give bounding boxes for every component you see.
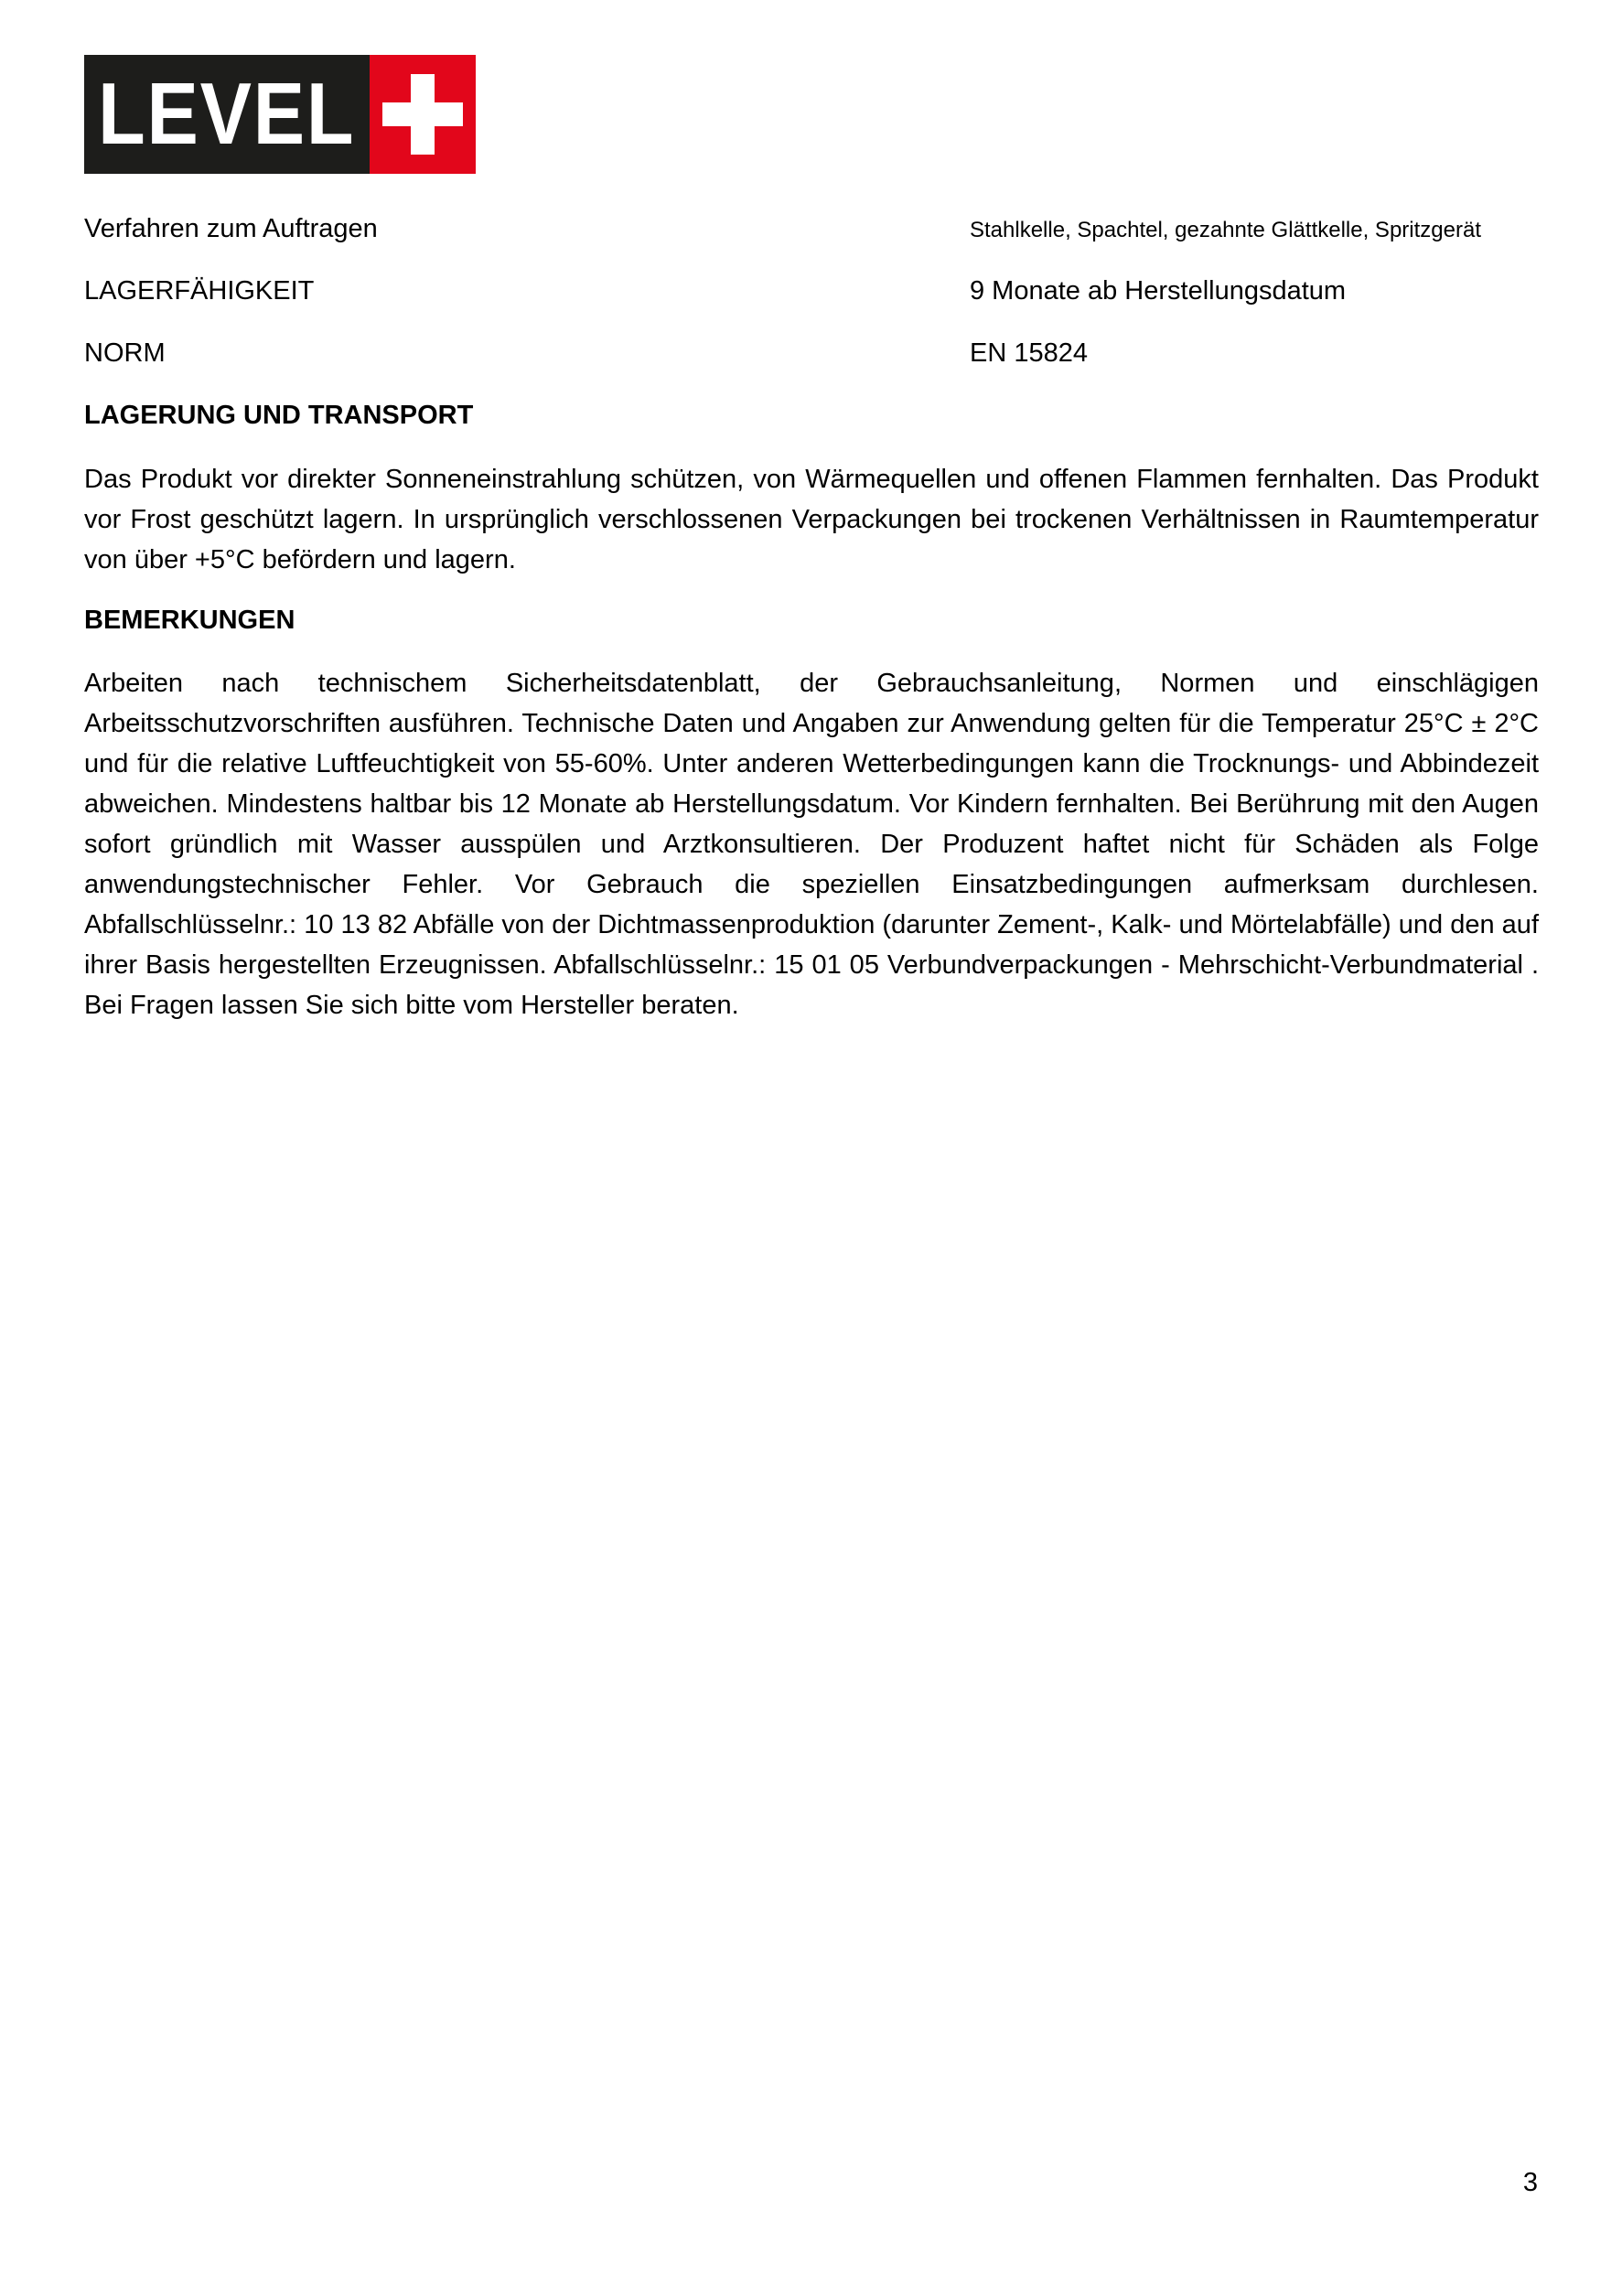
logo-wordmark [84,55,370,174]
plus-icon [370,55,476,174]
page-number: 3 [1522,2168,1538,2197]
section-text-remarks: Arbeiten nach technischem Sicherheitsdatenblatt, der Gebrauchsanleitung, Normen und einschlägigen Arbeitsschutzvorschriften ausführen. Technische Daten und Angaben zur Anwendung gelten für die Temperatur 25°C ± 2°C und für die relative Luftfeuchtigkeit von 55-60%. Unter anderen Wetterbedingungen kann die Trocknungs- und Abbindezeit abweichen. Mindestens haltbar bis 12 Monate ab Herstellungsdatum. Vor Kindern fernhalten. Bei Berührung mit den Augen sofort gründlich mit Wasser ausspülen und Arztkonsultieren. Der Produzent haftet nicht für Schäden als Folge anwendungstechnischer Fehler. Vor Gebrauch die speziellen Einsatzbedingungen aufmerksam durchlesen. Abfallschlüsselnr.: 10 13 82 Abfälle von der Dichtmassenproduktion (darunter Zement-, Kalk- und Mörtelabfälle) und den auf ihrer Basis hergestellten Erzeugnissen. Abfallschlüsselnr.: 15 01 05 Verbundverpackungen - Mehrschicht-Verbundmaterial . Bei Fragen lassen Sie sich bitte vom Hersteller beraten. [84,669,1539,1020]
property-row-storage-life [84,273,1539,309]
level-plus-logo [84,55,476,174]
property-value: Stahlkelle, Spachtel, gezahnte Glättkelle, Spritzgerät [970,218,1481,242]
property-row-norm [84,335,1539,371]
property-label: NORM [84,338,166,368]
property-label: LAGERFÄHIGKEIT [84,276,315,306]
property-value: EN 15824 [970,338,1088,368]
property-row-application-method [84,210,1539,247]
section-heading-remarks: BEMERKUNGEN [84,606,295,635]
property-value: 9 Monate ab Herstellungsdatum [970,276,1347,306]
section-heading-storage-transport: LAGERUNG UND TRANSPORT [84,401,474,430]
section-text-storage-transport: Das Produkt vor direkter Sonneneinstrahlung schützen, von Wärmequellen und offenen Flammen fernhalten. Das Produkt vor Frost geschützt lagern. In ursprünglich verschlossenen Verpackungen bei trockenen Verhältnissen in Raumtemperatur von über +5°C befördern und lagern. [84,465,1539,574]
logo-word-text: LEVEL [98,65,356,163]
property-label: Verfahren zum Auftragen [84,214,378,243]
